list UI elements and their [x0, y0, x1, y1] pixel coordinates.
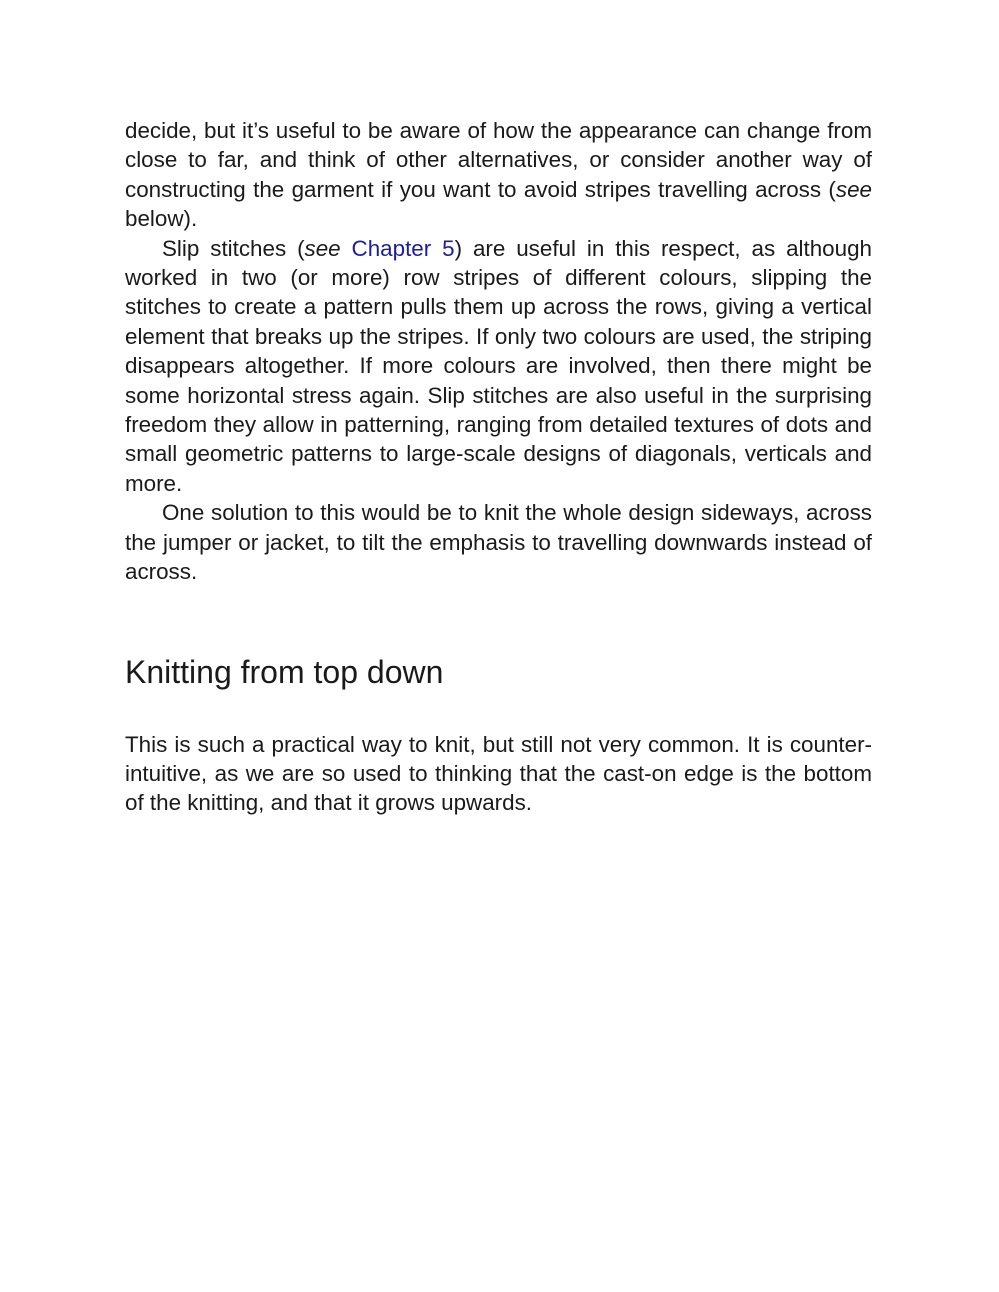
paragraph-text: below). [125, 206, 198, 232]
paragraph-text: ) are useful in this respect, as although worked in two (or more) row stripes of different colours, slipping the stitches to create a pattern pulls them up across the rows, giving a vertical element that breaks up the stripes. If only two colours are used, the striping disappears altogether. If more colours are involved, then there might be some horizontal stress again. Slip stitches are also useful in the surprising freedom they allow in patterning, ranging from detailed textures of dots and small geometric patterns to large-scale designs of diagonals, verticals and more. [125, 235, 872, 496]
paragraph-top-down: This is such a practical way to knit, but still not very common. It is counter-intuitive, as we are so used to thinking that the cast-on edge is the bottom of the knitting, and that it grows upwards. [125, 731, 872, 816]
paragraph-continued [125, 116, 872, 234]
chapter-link[interactable]: Chapter 5 [340, 235, 455, 261]
paragraph-text: decide, but it’s useful to be aware of how the appearance can change from close to far, and think of other alternatives, or consider another way of constructing the garment if you want to avoid stripes travelling across ( [125, 118, 872, 202]
paragraph-solution: One solution to this would be to knit the whole design sideways, across the jumper or jacket, to tilt the emphasis to travelling downwards instead of across. [125, 500, 872, 585]
emphasis-see: see [835, 176, 872, 202]
paragraph-slip-stitches [125, 234, 872, 499]
emphasis-see: see [304, 235, 341, 261]
document-page [125, 116, 872, 818]
section-heading: Knitting from top down [125, 653, 444, 690]
paragraph-text: Slip stitches ( [162, 235, 305, 261]
